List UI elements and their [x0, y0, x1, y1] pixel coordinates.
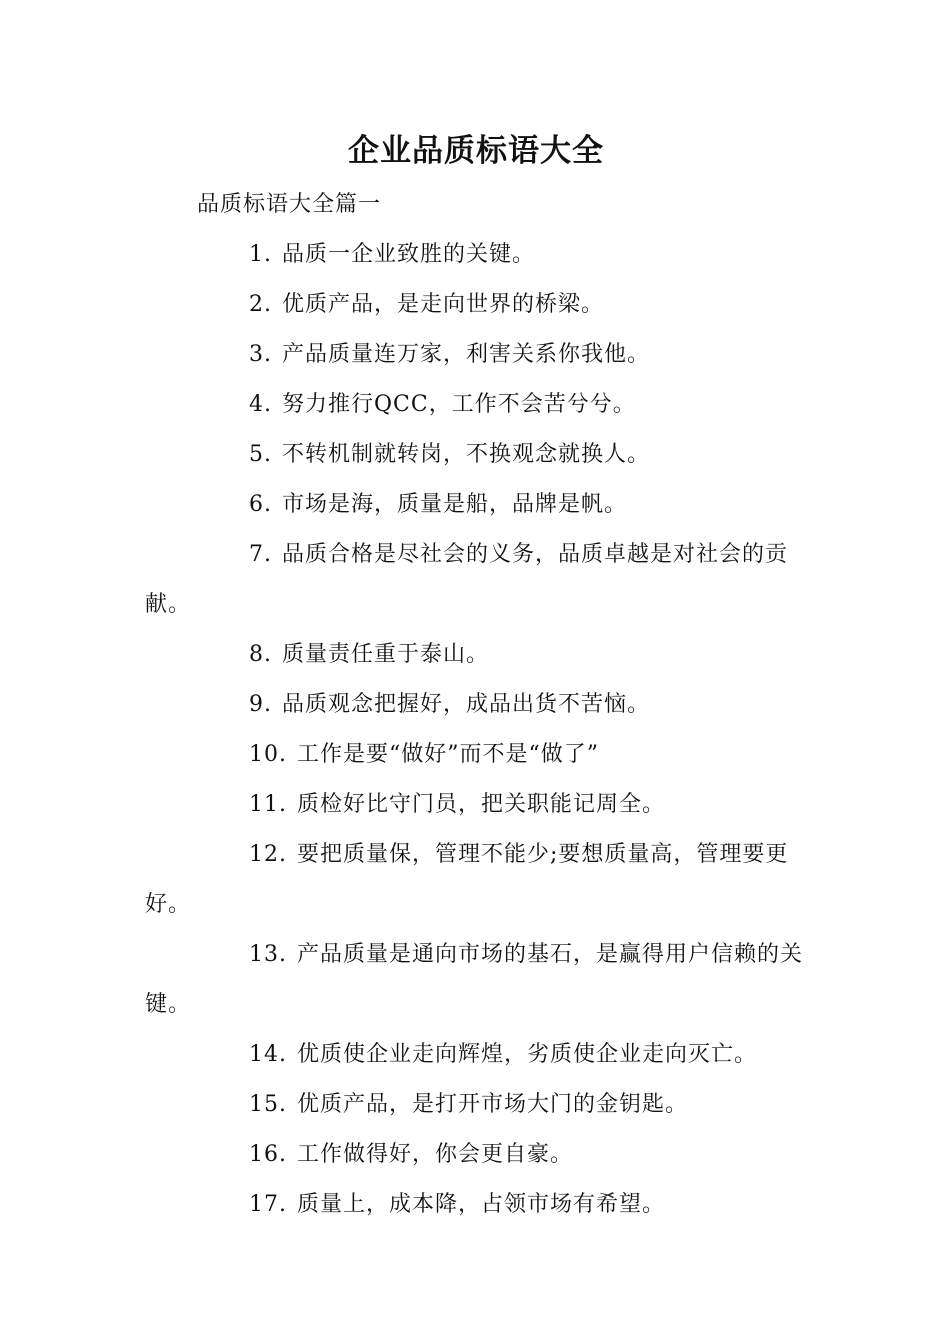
- slogan-item: [145, 530, 807, 630]
- slogan-item: [145, 1180, 807, 1230]
- slogan-text: 质检好比守门员，把关职能记周全。: [297, 792, 666, 817]
- slogan-item: [145, 630, 807, 680]
- slogan-text: 品质一企业致胜的关键。: [282, 242, 536, 267]
- slogan-item: [145, 780, 807, 830]
- slogan-number: 4.: [249, 392, 272, 417]
- slogan-text: 工作做得好，你会更自豪。: [297, 1142, 574, 1167]
- document-title: 企业品质标语大全: [348, 133, 604, 169]
- slogan-number: 11.: [249, 792, 287, 817]
- slogan-text: 要把质量保，管理不能少;要想质量高，管理要更好。: [145, 842, 789, 917]
- slogan-text: 优质产品，是打开市场大门的金钥匙。: [297, 1092, 689, 1117]
- slogan-text: 努力推行QCC，工作不会苦兮兮。: [282, 392, 636, 417]
- slogan-item: [145, 230, 807, 280]
- slogan-number: 6.: [249, 492, 272, 517]
- slogan-item: [145, 730, 807, 780]
- slogan-list: [145, 230, 807, 1230]
- slogan-number: 13.: [249, 942, 287, 967]
- slogan-text: 品质观念把握好，成品出货不苦恼。: [282, 692, 651, 717]
- slogan-text: 优质产品，是走向世界的桥梁。: [282, 292, 605, 317]
- slogan-item: [145, 1030, 807, 1080]
- slogan-text: 质量上，成本降，占领市场有希望。: [297, 1192, 666, 1217]
- document-content: [145, 130, 807, 1230]
- slogan-number: 7.: [249, 542, 272, 567]
- slogan-item: [145, 330, 807, 380]
- slogan-item: [145, 280, 807, 330]
- slogan-item: [145, 430, 807, 480]
- slogan-number: 5.: [249, 442, 272, 467]
- slogan-number: 12.: [249, 842, 287, 867]
- slogan-number: 2.: [249, 292, 272, 317]
- slogan-number: 1.: [249, 242, 272, 267]
- slogan-number: 15.: [249, 1092, 287, 1117]
- slogan-number: 17.: [249, 1192, 287, 1217]
- slogan-text: 不转机制就转岗，不换观念就换人。: [282, 442, 651, 467]
- slogan-text: 质量责任重于泰山。: [282, 642, 490, 667]
- slogan-text: 优质使企业走向辉煌，劣质使企业走向灭亡。: [297, 1042, 758, 1067]
- slogan-text: 产品质量连万家，利害关系你我他。: [282, 342, 651, 367]
- slogan-number: 16.: [249, 1142, 287, 1167]
- slogan-text: 市场是海，质量是船，品牌是帆。: [282, 492, 628, 517]
- slogan-number: 3.: [249, 342, 272, 367]
- slogan-number: 10.: [249, 742, 287, 767]
- slogan-number: 14.: [249, 1042, 287, 1067]
- slogan-text: 产品质量是通向市场的基石，是赢得用户信赖的关键。: [145, 942, 804, 1017]
- slogan-text: 工作是要“做好”而不是“做了”: [297, 742, 599, 767]
- slogan-item: [145, 680, 807, 730]
- slogan-item: [145, 480, 807, 530]
- slogan-item: [145, 1080, 807, 1130]
- slogan-item: [145, 830, 807, 930]
- slogan-item: [145, 1130, 807, 1180]
- section-heading: 品质标语大全篇一: [197, 192, 382, 217]
- slogan-number: 8.: [249, 642, 272, 667]
- slogan-number: 9.: [249, 692, 272, 717]
- slogan-item: [145, 930, 807, 1030]
- slogan-item: [145, 380, 807, 430]
- slogan-text: 品质合格是尽社会的义务，品质卓越是对社会的贡献。: [145, 542, 789, 617]
